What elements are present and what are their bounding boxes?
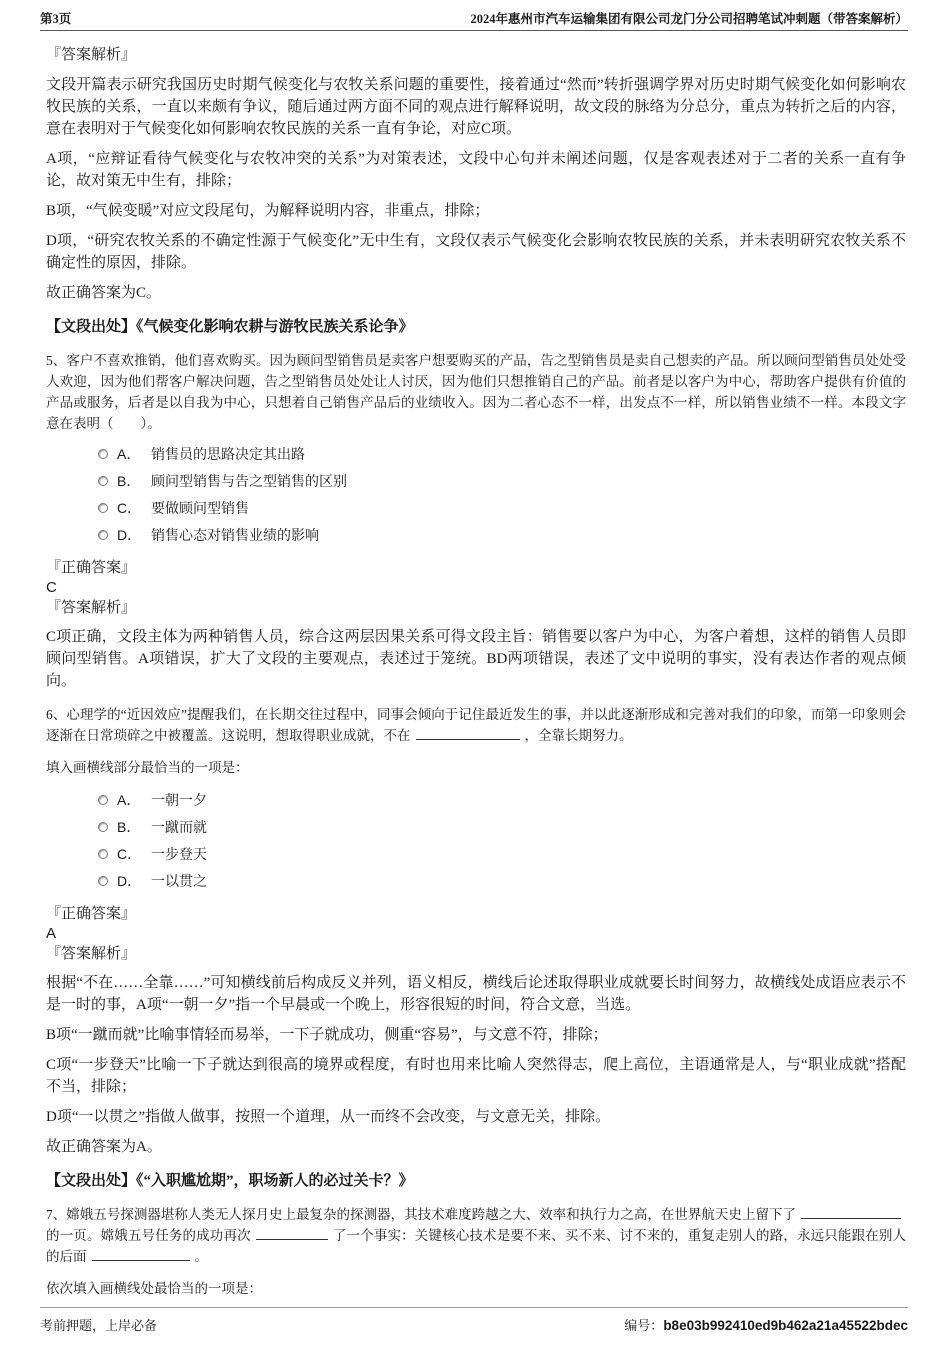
q6-analysis-paragraph-b: B项“一蹴而就”比喻事情轻而易举，一下子就成功，侧重“容易”，与文意不符，排除；: [46, 1027, 608, 1043]
q5-correct-label: 『正确答案』: [46, 560, 137, 576]
option-letter: C．: [117, 845, 142, 862]
page-footer: [40, 1307, 908, 1345]
q6-correct-value: A: [46, 925, 57, 942]
q6-option-d[interactable]: [46, 867, 906, 894]
option-text: 一以贯之: [151, 874, 207, 890]
question-5-options: [46, 440, 906, 548]
page-number: 第3页: [40, 12, 72, 26]
q7-stem-text-2: 的一页。嫦娥五号任务的成功再次: [46, 1228, 251, 1243]
footer-code-value: b8e03b992410ed9b462a21a45522bdec: [663, 1318, 908, 1333]
question-5-stem: 5、客户不喜欢推销，他们喜欢购买。因为顾问型销售员是卖客户想要购买的产品，告之型销售员是卖自己想卖的产品。所以顾问型销售员处处受人欢迎，因为他们帮客户解决问题，告之型销售员处处让人讨厌，因为他们只想推销自己的产品。前者是以客户为中心，帮助客户提供有价值的产品或服务，后者是以自我为中心，只想着自己销售产品后的业绩收入。因为二者心态不一样，出发点不一样，所以销售业绩不一样。本段文字意在表明（ ）。: [46, 353, 906, 431]
option-letter: B．: [117, 818, 141, 835]
q6-stem-text-1: 6、心理学的“近因效应”提醒我们，在长期交往过程中，同事会倾向于记住最近发生的事，并以此逐渐形成和完善对我们的印象，而第一印象则会逐渐在日常琐碎之中被覆盖。这说明，想取得职业成就，不在: [46, 707, 906, 743]
q6-prompt: 填入画横线部分最恰当的一项是：: [46, 760, 249, 775]
q7-stem-text-4: 。: [194, 1249, 208, 1264]
option-letter: A．: [117, 445, 141, 462]
q7-prompt: 依次填入画横线处最恰当的一项是：: [46, 1281, 262, 1296]
q6-source-line: 【文段出处】《“入职尴尬期”，职场新人的必过关卡？》: [46, 1173, 414, 1189]
blank-underline: [416, 727, 520, 740]
q4-correct-answer-line: 故正确答案为C。: [46, 285, 162, 301]
q6-option-a[interactable]: [46, 786, 906, 813]
q6-option-b[interactable]: [46, 813, 906, 840]
document-title: 2024年惠州市汽车运输集团有限公司龙门分公司招聘笔试冲刺题（带答案解析）: [470, 12, 908, 26]
q4-analysis-paragraph-b: B项，“气候变暖”对应文段尾句，为解释说明内容，非重点，排除；: [46, 203, 490, 219]
q6-stem-text-2: ，全靠长期努力。: [524, 728, 633, 743]
question-7-stem: [46, 1204, 906, 1267]
blank-underline: [256, 1227, 328, 1240]
q7-stem-text-1: 7、嫦娥五号探测器堪称人类无人探月史上最复杂的探测器，其技术难度跨越之大、效率和执行力之高，在世界航天史上留下了: [46, 1207, 796, 1222]
radio-icon[interactable]: [98, 449, 108, 459]
page-header: [40, 0, 908, 31]
q5-option-b[interactable]: [46, 467, 906, 494]
q6-correct-label: 『正确答案』: [46, 906, 137, 922]
footer-code: [624, 1315, 908, 1334]
q4-analysis-paragraph-d: D项，“研究农牧关系的不确定性源于气候变化”无中生有，文段仅表示气候变化会影响农牧民族的关系，并未表明研究农牧关系不确定性的原因，排除。: [46, 233, 906, 271]
radio-icon[interactable]: [98, 476, 108, 486]
footer-code-label: 编号：: [624, 1318, 664, 1333]
q6-correct-answer-line: 故正确答案为A。: [46, 1139, 162, 1155]
question-6-options: [46, 786, 906, 894]
option-letter: D．: [117, 526, 142, 543]
option-text: 一蹴而就: [151, 820, 207, 836]
radio-icon[interactable]: [98, 503, 108, 513]
q6-analysis-label: 『答案解析』: [46, 946, 137, 962]
q5-answer-block: [46, 558, 906, 618]
option-text: 要做顾问型销售: [151, 501, 249, 517]
blank-underline: [801, 1206, 901, 1219]
question-6-stem: [46, 704, 906, 746]
option-text: 一步登天: [151, 847, 207, 863]
footer-slogan: 考前押题，上岸必备: [40, 1318, 158, 1333]
option-text: 顾问型销售与告之型销售的区别: [151, 474, 347, 490]
option-letter: D．: [117, 872, 142, 889]
option-text: 销售心态对销售业绩的影响: [151, 528, 319, 544]
q5-analysis-label: 『答案解析』: [46, 600, 137, 616]
option-letter: C．: [117, 499, 142, 516]
q4-source-line: 【文段出处】《气候变化影响农耕与游牧民族关系论争》: [46, 319, 414, 335]
radio-icon[interactable]: [98, 822, 108, 832]
radio-icon[interactable]: [98, 876, 108, 886]
q5-correct-value: C: [46, 579, 57, 596]
option-letter: B．: [117, 472, 141, 489]
q5-option-c[interactable]: [46, 494, 906, 521]
q4-analysis-paragraph: 文段开篇表示研究我国历史时期气候变化与农牧关系问题的重要性，接着通过“然而”转折强调学界对历史时期气候变化如何影响农牧民族的关系，一直以来颇有争议，随后通过两方面不同的观点进行解释说明，故文段的脉络为分总分，重点为转折之后的内容，意在表明对于气候变化如何影响农牧民族的关系一直有争论，对应C项。: [46, 77, 906, 137]
q5-option-d[interactable]: [46, 521, 906, 548]
q5-analysis-paragraph: C项正确，文段主体为两种销售人员，综合这两层因果关系可得文段主旨：销售要以客户为中心，为客户着想，这样的销售人员即顾问型销售。A项错误，扩大了文段的主要观点，表述过于笼统。BD两项错误，表述了文中说明的事实，没有表达作者的观点倾向。: [46, 629, 906, 689]
option-letter: A．: [117, 791, 141, 808]
q6-analysis-paragraph-c: C项“一步登天”比喻一下子就达到很高的境界或程度，有时也用来比喻人突然得志，爬上高位，主语通常是人，与“职业成就”搭配不当，排除；: [46, 1057, 906, 1095]
radio-icon[interactable]: [98, 849, 108, 859]
q5-option-a[interactable]: [46, 440, 906, 467]
q4-analysis-label: 『答案解析』: [46, 47, 137, 63]
q7-stem-text-3: 了一个事实：关键核心技术是要不来、买不来、讨不来的，重复走别人的路，永远只能跟在别人的后面: [46, 1228, 906, 1264]
q6-option-c[interactable]: [46, 840, 906, 867]
option-text: 一朝一夕: [151, 793, 207, 809]
q4-analysis-paragraph-a: A项，“应辩证看待气候变化与农牧冲突的关系”为对策表述，文段中心句并未阐述问题，仅是客观表述对于二者的关系一直有争论，故对策无中生有，排除；: [46, 151, 906, 189]
radio-icon[interactable]: [98, 530, 108, 540]
page-content: [46, 32, 906, 1301]
blank-underline: [92, 1248, 190, 1261]
q6-analysis-paragraph: 根据“不在……全靠……”可知横线前后构成反义并列，语义相反，横线后论述取得职业成就要长时间努力，故横线处成语应表示不是一时的事，A项“一朝一夕”指一个早晨或一个晚上，形容很短的时间，符合文意，当选。: [46, 975, 906, 1013]
option-text: 销售员的思路决定其出路: [151, 447, 305, 463]
q6-answer-block: [46, 904, 906, 964]
radio-icon[interactable]: [98, 795, 108, 805]
q6-analysis-paragraph-d: D项“一以贯之”指做人做事，按照一个道理，从一而终不会改变，与文意无关，排除。: [46, 1109, 611, 1125]
